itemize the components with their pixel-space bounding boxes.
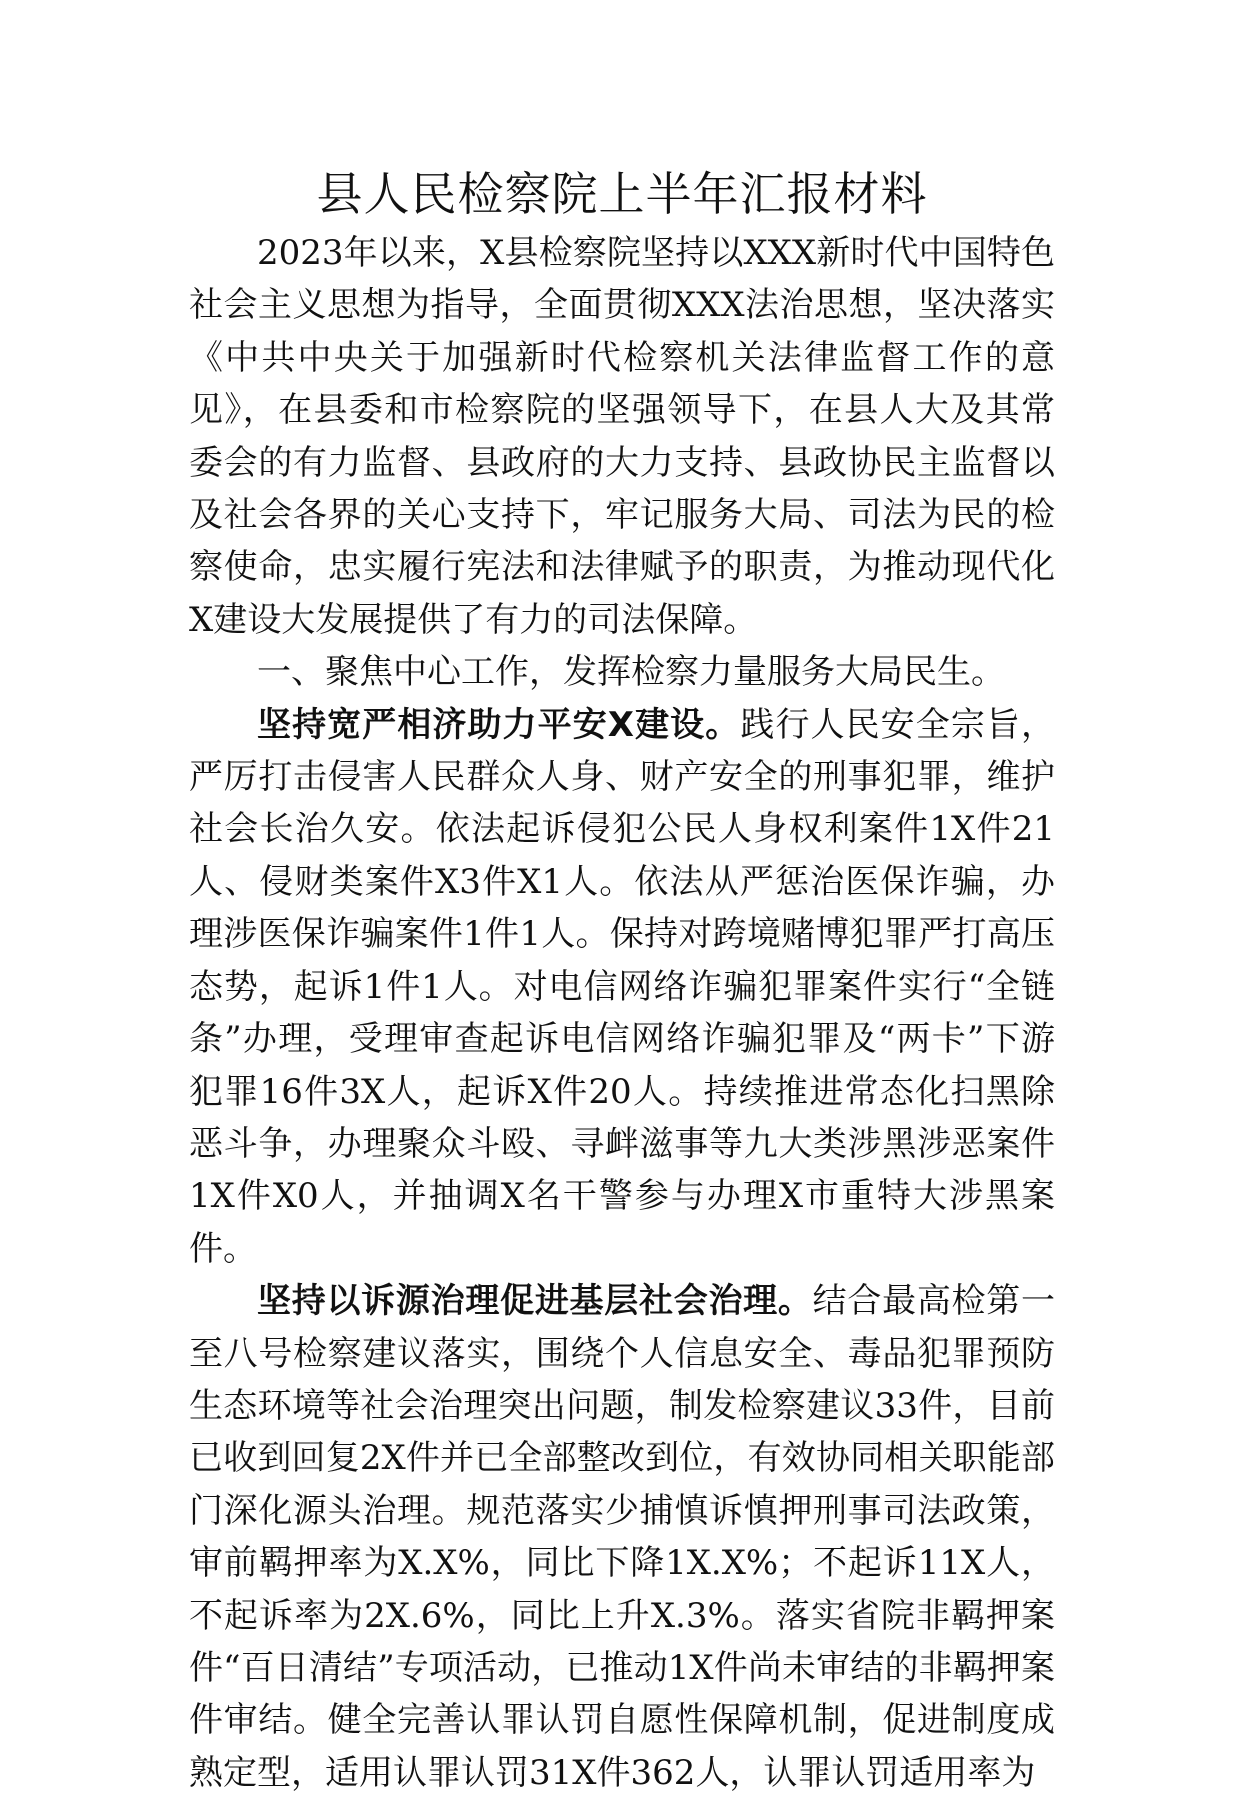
document-title: 县人民检察院上半年汇报材料 xyxy=(316,167,928,221)
section-heading: 一、聚焦中心工作，发挥检察力量服务大局民生。 xyxy=(257,652,1005,693)
body-paragraph xyxy=(189,699,1055,1275)
paragraph-lead: 坚持宽严相济助力平安X建设。 xyxy=(257,704,741,745)
intro-paragraph: 2023年以来，X县检察院坚持以XXX新时代中国特色社会主义思想为指导，全面贯彻XXX法治思想，坚决落实《中共中央关于加强新时代检察机关法律监督工作的意见》，在县委和市检察院的坚强领导下，在县人大及其常委会的有力监督、县政府的大力支持、县政协民主监督以及社会各界的关心支持下，牢记服务大局、司法为民的检察使命，忠实履行宪法和法律赋予的职责，为推动现代化X建设大发展提供了有力的司法保障。 xyxy=(189,233,1055,640)
paragraph-lead: 坚持以诉源治理促进基层社会治理。 xyxy=(257,1281,813,1322)
document-page xyxy=(189,165,1055,1799)
paragraph-body: 结合最高检第一至八号检察建议落实，围绕个人信息安全、毒品犯罪预防生态环境等社会治理突出问题，制发检察建议33件，目前已收到回复2X件并已全部整改到位，有效协同相关职能部门深化源头治理。规范落实少捕慎诉慎押刑事司法政策，审前羁押率为X.X%，同比下降1X.X%；不起诉11X人，不起诉率为2X.6%，同比上升X.3%。落实省院非羁押案件“百日清结”专项活动，已推动1X件尚未审结的非羁押案件审结。健全完善认罪认罚自愿性保障机制，促进制度成熟定型，适用认罪认罚31X件362人，认罪认罚适用率为 xyxy=(189,1281,1056,1793)
paragraph-body: 践行人民安全宗旨，严厉打击侵害人民群众人身、财产安全的刑事犯罪，维护社会长治久安。依法起诉侵犯公民人身权利案件1X件21人、侵财类案件X3件X1人。依法从严惩治医保诈骗，办理涉医保诈骗案件1件1人。保持对跨境赌博犯罪严打高压态势，起诉1件1人。对电信网络诈骗犯罪案件实行“全链条”办理，受理审查起诉电信网络诈骗犯罪及“两卡”下游犯罪16件3X人，起诉X件20人。持续推进常态化扫黑除恶斗争，办理聚众斗殴、寻衅滋事等九大类涉黑涉恶案件1X件X0人，并抽调X名干警参与办理X市重特大涉黑案件。 xyxy=(189,704,1056,1269)
body-paragraph xyxy=(189,1275,1055,1799)
